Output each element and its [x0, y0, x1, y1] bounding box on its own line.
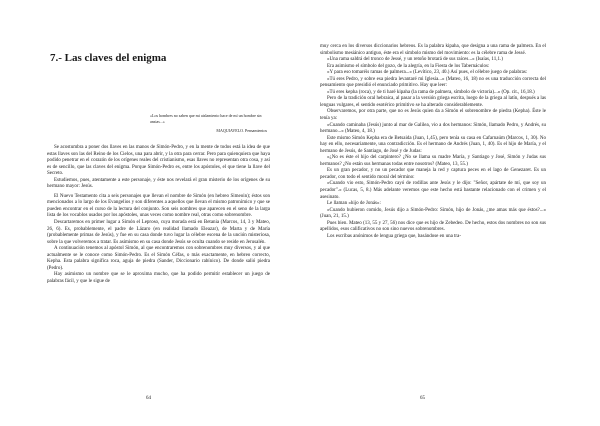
page-number-left: 64 [146, 396, 151, 401]
paragraph: Hay asimismo un nombre que se le aproxima mucho, que ha podido permitir establecer un juego de palabras fácil, y que le sigue de [47, 272, 270, 284]
paragraph: Los escribas anónimos de lengua griega que, basándose en una tra- [327, 233, 461, 239]
paragraph: El Nuevo Testamento cita a seis personajes que llevan el nombre de Simón (en hebreo Simeoin); éstos son mencionados a lo largo de los Evangelios y son diferentes a aquellos que llevan el mismo patronímico y que se pueden encontrar en el curso de la lectura del conjunto. Son seis nombres que aparecen en el seno de la larga lista de los vocablos usados por los apóstoles, unas veces como nombre real, otras como sobrenombre. [47, 193, 270, 219]
epigraph-author: MAQUIAVELO. Pensamientos [216, 128, 267, 133]
quote-paragraph: «Tú eres Pedro, y sobre esa piedra levantaré mi Iglesia...» (Mateo, 16, 18) no es una traducción correcta del pensamiento que presidió el enunciado primitivo. Hay que leer: [320, 76, 546, 89]
quote-paragraph: «Tú eres kepha (roca), y de ti haré kipaha (la rama de palmera, símbolo de victoria)...» (Op. cit., 16,18.) [327, 89, 535, 95]
quote-paragraph: «Y para eso tomaréis ramas de palmera...» (Levítico, 23, 40.) Así pues, el célebre juego de palabras: [327, 70, 528, 76]
quote-paragraph: «Una rama saldrá del tronco de Jessé, y un retoño brotará de sus raíces...» (Isaías, 11,1.) [327, 57, 503, 63]
paragraph: Descartaremos en primer lugar a Simón el Leproso, cuya morada está en Betania (Marcos, 14, 3 y Mateo, 26, 6). Es, probablemente, el padre de Lázaro (en realidad llamado Eleazar), de Marta y de María (probablemente primas de Jesús), y fue en su casa donde tuvo lugar la célebre escena de la unción misteriosa, sobre la que volveremos a tratar. Es asimismo en su casa donde Jesús se oculta cuando se reside en Jerusalén. [47, 220, 270, 245]
epigraph [150, 113, 267, 134]
quote-paragraph: «¿No es éste el hijo del carpintero? ¿No se llama su madre María, y Santiago y José, Simón y Judas sus hermanos? ¿No están sus hermanas todas entre nosotros? (Mateo, 13, 55.) [320, 155, 546, 167]
paragraph: Le llaman «hijo de Jonás»: [327, 201, 381, 207]
right-page [300, 0, 600, 426]
paragraph: Pues bien. Mateo (13, 55 y 27, 56) nos dice que es hijo de Zebedeo. De hecho, estos dos nombres no son sus apellidos, esos calificativos no son sino nuevos sobrenombres. [320, 220, 546, 233]
chapter-title: 7.- Las claves del enigma [50, 52, 167, 64]
paragraph: A continuación tenemos al apóstol Simón, al que encontraremos con sobrenombres muy diversos, y al que actualmente se le conoce como Simón-Pedro. Es el Simón Céfas, o más exactamente, en hebreo correcto, Kepha. Esta palabra significa roca, aguja de piedra (Sander, Diccionario rabínico). De donde salió piedra (Pedro). [47, 246, 270, 271]
epigraph-quote: «Los hombres no saben que mi aislamiento hace de mí un hombre sin ansias...» [150, 113, 262, 124]
paragraph: Era asimismo el símbolo del gozo, de la alegría, en la Fiesta de los Tabernáculos: [327, 63, 490, 69]
quote-paragraph: «Cuando hubieron comido, Jesús dijo a Simón-Pedro: Simón, hijo de Jonás, ¿me amas más que éstos?...» (Juan, 21, 15.) [320, 207, 546, 220]
left-text-column [47, 145, 270, 285]
quote-paragraph: «Cuando vio esto, Simón-Pedro cayó de rodillas ante Jesús y le dijo: "Señor, apártate de mí, que soy un pecador".» (Lucas, 5, 8.) Más adelante veremos que este hecho está bastante relacionado con el crimen y el asesinato. [320, 181, 546, 200]
right-text-column [320, 44, 546, 240]
paragraph: Este mismo Simón Kepha era de Betsaida (Juan, 1,45), pero tenía su casa en Cafarnaúm (Marcos, 1, 30). No hay en ello, necesariamente, una contradicción. Es el hermano de Andrés (Juan, 1, 40). Es el hijo de María, y el hermano de Jesús, de Santiago, de José y de Judas: [320, 135, 546, 154]
paragraph: Es un gran pecador, y no un pecador que maneja la red y captura peces en el lago de Genezaret. Es un pecador, con todo el sentido moral del término: [320, 168, 546, 180]
quote-paragraph: «Cuando caminaba (Jesús) junto al mar de Galilea, vio a dos hermanos: Simón, llamado Pedro, y Andrés, su hermano...» (Mateo, 4, 18.) [320, 122, 546, 135]
paragraph: Estudiemos, pues, atentamente a este personaje, y éste nos revelará el gran misterio de los orígenes de su hermano mayor: Jesús. [47, 177, 270, 190]
paragraph: muy cerca en los diversos diccionarios hebreos. Es la palabra kipaha, que designa a una rama de palmera. En el simbolismo mesiánico antiguo, éste era el símbolo mismo del movimiento: es la célebre rama de Jessé. [320, 44, 546, 56]
paragraph: Se acostumbra a poner dos llaves en las manos de Simón-Pedro, y en la mente de todos está la idea de que estas llaves son las del Reino de los Cielos, una para abrir, y la otra para cerrar. Pero para quienquiera que haya podido penetrar en el corazón de los orígenes reales del cristianismo, esas llaves no representan otra cosa, y así es de sencillo, que las claves del enigma. Porque Simón-Pedro es, entre los apóstoles, el que tiene la llave del Secreto. [47, 145, 270, 177]
paragraph: Pero de la tradición oral hebraica, al pasar a la versión griega escrita, luego de la griega al latín, después a las lenguas vulgares, el sentido esotérico primitivo se ha alterado considerablemente. [320, 96, 546, 108]
page-number-right: 65 [420, 396, 425, 401]
paragraph: Observaremos, por otra parte, que no es Jesús quien da a Simón el sobrenombre de piedra (Kepha). Éste le tenía ya: [320, 109, 546, 122]
